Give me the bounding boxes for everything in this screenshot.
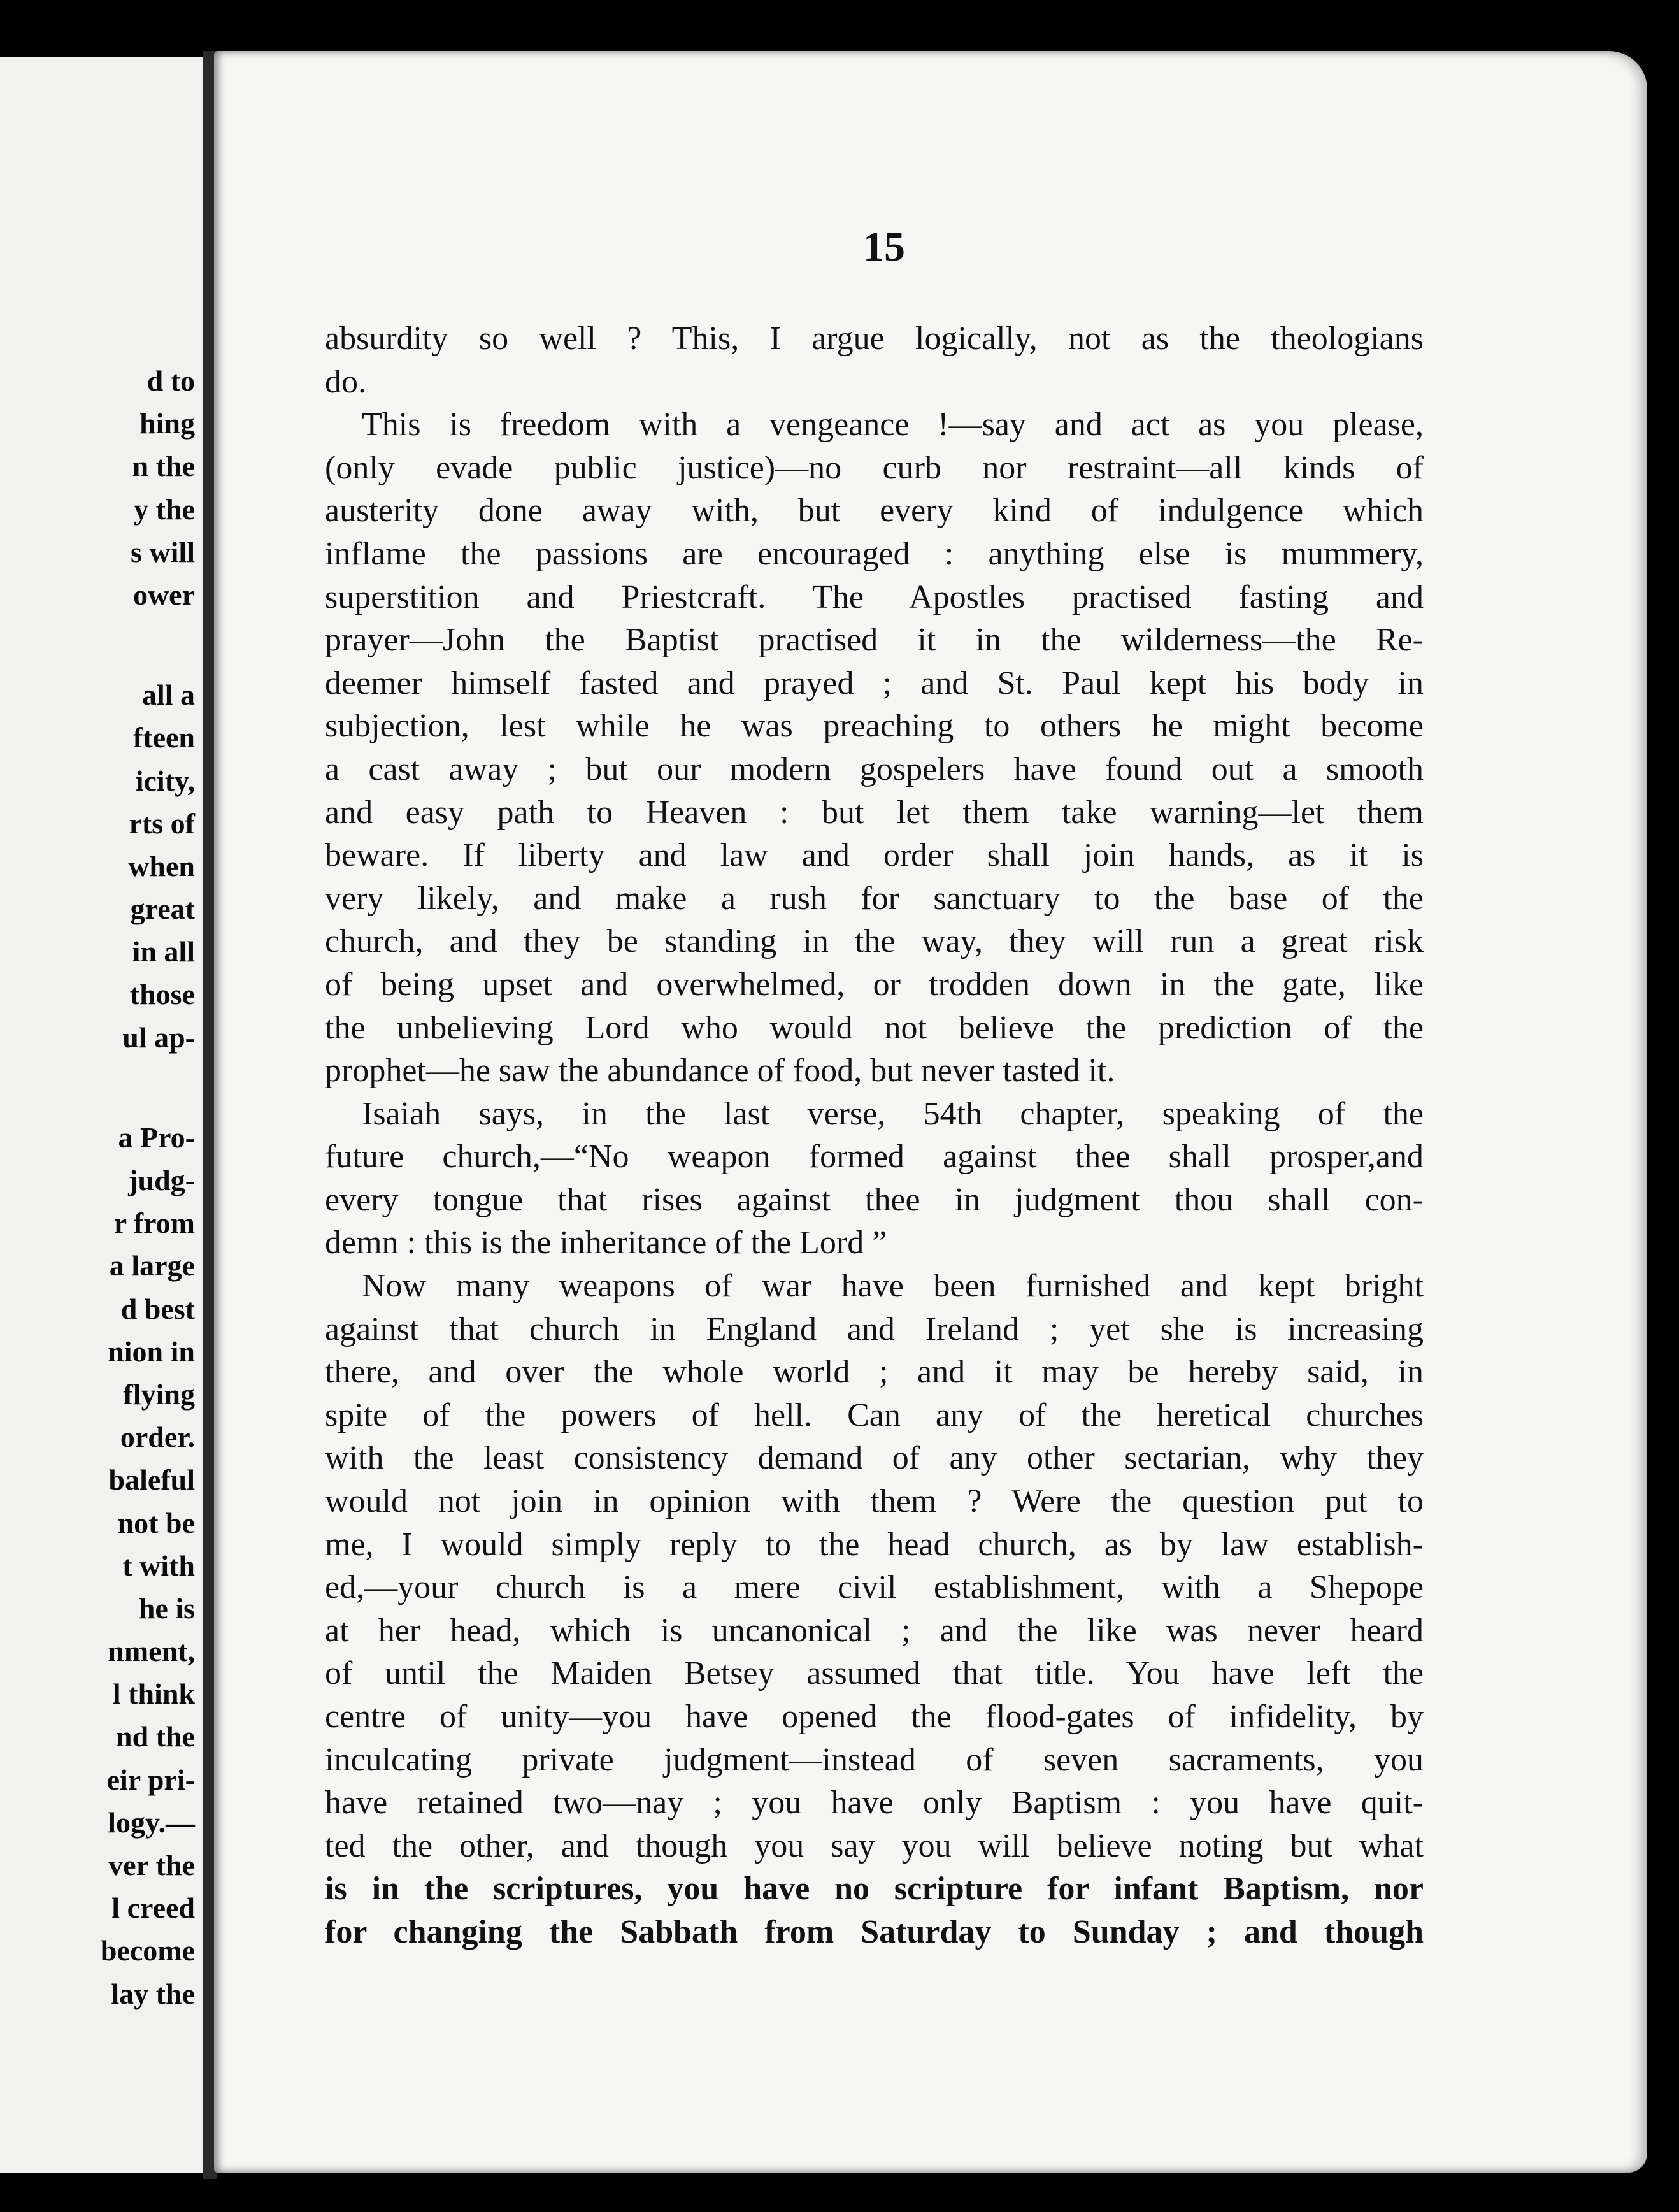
- left-page-fragment: great: [130, 893, 195, 926]
- left-page-fragment: lay the: [111, 1977, 195, 2010]
- text-line: absurdity so well ? This, I argue logically, not as the theologians: [325, 320, 1424, 357]
- left-page-fragment: logy.—: [108, 1806, 195, 1839]
- text-line: subjection, lest while he was preaching to others he might become: [325, 708, 1424, 745]
- left-page-fragment: [0, 1059, 195, 1116]
- page-body-text: [325, 317, 1424, 1954]
- text-line: beware. If liberty and law and order shall join hands, as it is: [325, 837, 1424, 874]
- text-line: austerity done away with, but every kind of indulgence which: [325, 492, 1424, 529]
- text-line: deemer himself fasted and prayed ; and St. Paul kept his body in: [325, 664, 1424, 701]
- left-page-fragment: [0, 616, 195, 673]
- left-page-fragment: d best: [120, 1292, 195, 1325]
- left-page-fragment: those: [129, 978, 195, 1011]
- text-line: of until the Maiden Betsey assumed that title. You have left the: [325, 1655, 1424, 1692]
- text-line: a cast away ; but our modern gospelers have found out a smooth: [325, 750, 1424, 787]
- text-line: the unbelieving Lord who would not believe the prediction of the: [325, 1009, 1424, 1046]
- text-line: me, I would simply reply to the head church, as by law establish-: [325, 1526, 1424, 1563]
- left-page-fragment: y the: [134, 492, 195, 526]
- left-page-text-column: [0, 359, 195, 2015]
- text-line: against that church in England and Ireland ; yet she is increasing: [325, 1311, 1424, 1347]
- text-line: prayer—John the Baptist practised it in the wilderness—the Re-: [325, 622, 1424, 659]
- text-line: and easy path to Heaven : but let them take warning—let them: [325, 794, 1424, 831]
- text-line: inculcating private judgment—instead of seven sacraments, you: [325, 1741, 1424, 1778]
- left-page-fragment: t with: [122, 1549, 195, 1582]
- left-page-fragment: he is: [138, 1591, 195, 1625]
- text-line: have retained two—nay ; you have only Baptism : you have quit-: [325, 1785, 1424, 1821]
- text-line: Now many weapons of war have been furnished and kept bright: [362, 1268, 1424, 1305]
- left-page-fragment: rts of: [129, 807, 195, 840]
- left-page-fragment: nd the: [116, 1720, 195, 1753]
- text-line: This is freedom with a vengeance !—say and act as you please,: [362, 406, 1424, 443]
- left-page-fragment: r from: [113, 1207, 195, 1240]
- left-page-fragment: l creed: [111, 1892, 195, 1925]
- left-page-fragment: judg-: [128, 1164, 195, 1196]
- text-line: Isaiah says, in the last verse, 54th chapter, speaking of the: [362, 1095, 1424, 1132]
- left-page-fragment: a large: [109, 1249, 195, 1282]
- text-line: ed,—your church is a mere civil establishment, with a Shepope: [325, 1569, 1424, 1606]
- left-page-fragment: ver the: [108, 1849, 195, 1881]
- left-page-fragment: icity,: [135, 764, 195, 797]
- text-line: spite of the powers of hell. Can any of the heretical churches: [325, 1397, 1424, 1433]
- text-line: centre of unity—you have opened the flood-gates of infidelity, by: [325, 1698, 1424, 1735]
- left-page-fragment: hing: [139, 407, 195, 440]
- left-page-fragment: flying: [123, 1377, 195, 1411]
- text-line: do.: [325, 363, 366, 400]
- left-page-fragment: not be: [117, 1506, 195, 1539]
- text-line: demn : this is the inheritance of the Lord ”: [325, 1224, 887, 1261]
- left-page-fragment: become: [100, 1934, 195, 1967]
- left-page-fragment: baleful: [108, 1463, 195, 1497]
- left-page-fragment: ower: [132, 578, 195, 611]
- text-line: inflame the passions are encouraged : anything else is mummery,: [325, 535, 1424, 572]
- text-line: there, and over the whole world ; and it may be hereby said, in: [325, 1354, 1424, 1391]
- text-line: at her head, which is uncanonical ; and the like was never heard: [325, 1612, 1424, 1649]
- left-page-fragment: nment,: [108, 1635, 195, 1668]
- left-page-fragment: when: [128, 849, 195, 882]
- left-page-fragment: eir pri-: [106, 1763, 195, 1796]
- text-line: is in the scriptures, you have no scripture for infant Baptism, nor: [325, 1871, 1424, 1907]
- text-line: with the least consistency demand of any other sectarian, why they: [325, 1440, 1424, 1477]
- text-line: church, and they be standing in the way, they will run a great risk: [325, 923, 1424, 960]
- left-page-fragment: s will: [131, 535, 195, 568]
- text-line: for changing the Sabbath from Saturday to Sunday ; and though: [325, 1913, 1424, 1950]
- left-page-fragment: order.: [120, 1421, 195, 1454]
- text-line: of being upset and overwhelmed, or trodden down in the gate, like: [325, 966, 1424, 1003]
- left-page-fragment: l think: [112, 1677, 195, 1711]
- text-line: superstition and Priestcraft. The Apostles practised fasting and: [325, 578, 1424, 615]
- left-page-fragment: nion in: [108, 1335, 195, 1368]
- left-page-fragment: ul ap-: [122, 1021, 195, 1054]
- left-page-edge: [0, 57, 208, 2172]
- text-line: would not join in opinion with them ? Were the question put to: [325, 1483, 1424, 1520]
- text-line: (only evade public justice)—no curb nor restraint—all kinds of: [325, 449, 1424, 486]
- left-page-fragment: a Pro-: [118, 1121, 195, 1154]
- page-number: 15: [863, 224, 905, 270]
- left-page-fragment: n the: [132, 450, 195, 483]
- text-line: future church,—“No weapon formed against thee shall prosper,and: [325, 1138, 1424, 1175]
- text-line: ted the other, and though you say you will believe noting but what: [325, 1827, 1424, 1864]
- text-line: very likely, and make a rush for sanctuary to the base of the: [325, 880, 1424, 917]
- text-line: every tongue that rises against thee in judgment thou shall con-: [325, 1181, 1424, 1218]
- left-page-fragment: d to: [146, 364, 195, 397]
- left-page-fragment: fteen: [132, 721, 195, 754]
- left-page-fragment: all a: [141, 679, 195, 712]
- left-page-fragment: in all: [132, 935, 195, 968]
- text-line: prophet—he saw the abundance of food, but never tasted it.: [325, 1052, 1115, 1089]
